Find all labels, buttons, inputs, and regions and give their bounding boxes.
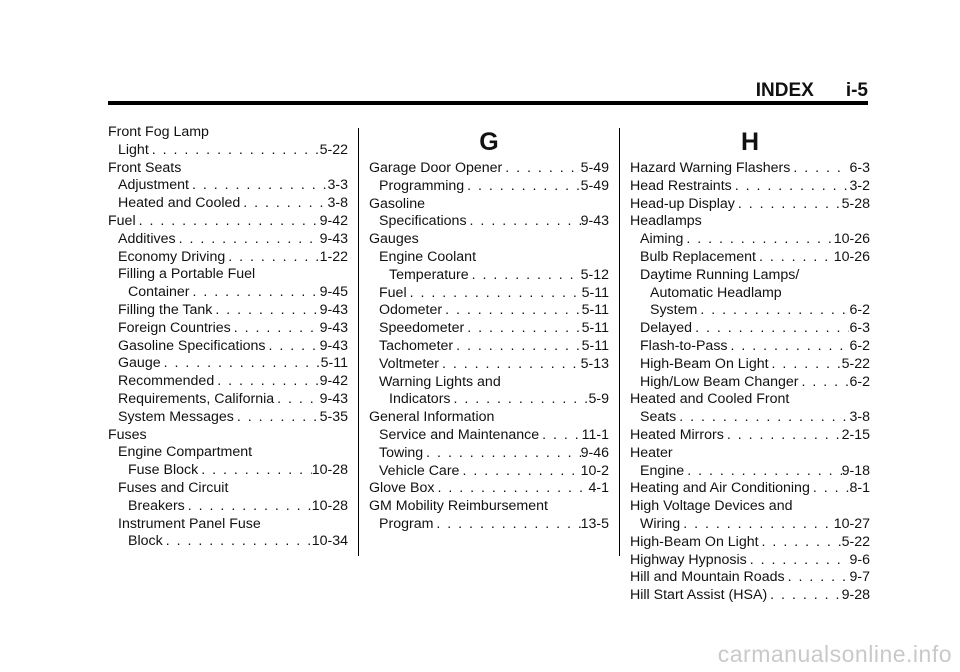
dot-leader [767,587,841,605]
index-entry [108,498,348,516]
dot-leader [265,338,319,356]
entry-term: Recommended [118,373,215,390]
index-entry [108,142,348,160]
index-entry [630,374,870,392]
dot-leader [225,249,319,267]
index-entry [630,534,870,552]
dot-leader [274,391,319,409]
dot-leader [161,355,321,373]
dot-leader [198,462,312,480]
entry-term: System Messages [118,408,234,425]
entry-page-ref: 3-2 [849,177,870,194]
index-entry [369,516,609,534]
entry-page-ref: 6-2 [849,337,870,354]
entry-page-ref: 9-18 [841,462,870,479]
section-title: INDEX [755,80,814,101]
entry-term: Voltmeter [379,355,439,372]
index-entry [630,516,870,534]
entry-term: Heated Mirrors [630,426,724,443]
index-entry [369,302,609,320]
index-entry [630,569,870,587]
dot-leader [785,569,850,587]
entry-term: Head Restraints [630,177,732,194]
dot-leader [728,338,850,356]
index-entry [108,533,348,551]
index-entry [369,178,609,196]
entry-page-ref: 10-27 [833,515,870,532]
dot-leader [185,498,312,516]
entry-page-ref: 5-11 [581,320,609,337]
header-rule [108,101,868,105]
index-entry [630,480,870,498]
index-entry [108,355,348,373]
index-entry [108,213,348,231]
index-entry [630,160,870,178]
dot-leader [163,533,312,551]
page-number: i-5 [845,80,868,101]
dot-leader [189,177,328,195]
entry-page-ref: 5-28 [841,195,870,212]
dot-leader [735,196,842,214]
dot-leader [212,302,319,320]
index-entry [108,195,348,213]
entry-page-ref: 6-2 [849,373,870,390]
dot-leader [747,552,850,570]
entry-term: Light [118,141,149,158]
entry-page-ref: 5-13 [580,355,609,372]
entry-term: Program [379,515,434,532]
entry-term: Adjustment [118,177,189,194]
entry-page-ref: 4-1 [588,480,609,497]
entry-page-ref: 2-15 [841,426,870,443]
dot-leader [732,178,850,196]
entry-page-ref: 13-5 [580,515,609,532]
index-entry-heading: Fuses [108,426,147,443]
dot-leader [214,373,319,391]
entry-page-ref: 5-35 [319,408,348,425]
entry-page-ref: 6-3 [849,160,870,176]
entry-page-ref: 9-42 [319,373,348,390]
index-entry [369,463,609,481]
index-entry [108,320,348,338]
dot-leader [539,427,582,445]
index-entry-heading: Gauges [369,231,419,248]
entry-page-ref: 9-43 [319,230,348,247]
entry-term: Gauge [118,355,161,372]
dot-leader [790,160,849,178]
entry-page-ref: 9-45 [319,284,348,301]
index-entry-heading: Front Seats [108,159,182,176]
index-entry [108,177,348,195]
index-entry-heading: Engine Compartment [118,444,253,461]
entry-term: Vehicle Care [379,462,460,479]
entry-page-ref: 5-11 [581,302,609,319]
entry-term: Hill and Mountain Roads [630,569,785,586]
dot-leader [442,302,582,320]
index-entry [108,302,348,320]
entry-term: High/Low Beam Changer [640,373,799,390]
dot-leader [464,178,580,196]
entry-term: Tachometer [379,337,454,354]
entry-term: Service and Maintenance [379,426,540,443]
dot-leader [234,409,320,427]
entry-page-ref: 5-11 [320,355,348,372]
index-entry [630,320,870,338]
index-entry-heading: Engine Coolant [379,248,477,265]
index-letter-heading: H [740,128,760,156]
index-entry [108,373,348,391]
dot-leader [459,463,580,481]
dot-leader [176,231,320,249]
index-entry [108,231,348,249]
index-column-3 [630,124,870,605]
index-entry-heading: GM Mobility Reimbursement [369,498,548,515]
index-entry [369,213,609,231]
index-entry [369,391,609,409]
index-letter-heading: G [479,128,499,156]
index-entry-heading: High Voltage Devices and [630,498,793,515]
entry-page-ref: 9-7 [849,569,870,586]
index-entry [108,462,348,480]
dot-leader [190,284,320,302]
entry-term: Garage Door Opener [369,160,503,176]
index-entry [108,391,348,409]
entry-term: Specifications [379,213,467,230]
entry-term: System [650,302,698,319]
entry-page-ref: 5-22 [841,533,870,550]
entry-term: Temperature [389,266,469,283]
entry-term: Block [128,533,163,550]
dot-leader [799,374,850,392]
entry-page-ref: 9-46 [580,444,609,461]
index-entry-heading: Warning Lights and [379,373,501,390]
index-entry [630,427,870,445]
index-entry-heading: Heated and Cooled Front [630,391,790,408]
dot-leader [464,320,581,338]
entry-term: Heated and Cooled [118,195,241,212]
index-entry-heading: Automatic Headlamp [650,284,782,301]
entry-term: High-Beam On Light [630,533,759,550]
entry-term: Breakers [128,497,185,514]
dot-leader [469,267,581,285]
entry-term: Hazard Warning Flashers [630,160,791,176]
entry-term: Economy Driving [118,248,226,265]
index-entry [630,338,870,356]
index-entry [630,231,870,249]
index-entry [369,285,609,303]
entry-term: Delayed [640,320,693,337]
entry-page-ref: 8-1 [849,480,870,497]
entry-page-ref: 5-49 [580,160,609,176]
index-entry [630,196,870,214]
entry-term: Glove Box [369,480,435,497]
index-entry [630,178,870,196]
entry-page-ref: 9-43 [319,337,348,354]
dot-leader [136,213,320,231]
entry-term: Additives [118,230,176,247]
entry-term: Fuse Block [128,462,199,479]
dot-leader [680,516,834,534]
dot-leader [683,231,833,249]
entry-term: Bulb Replacement [640,248,756,265]
index-entry-heading: Gasoline [369,195,425,212]
entry-page-ref: 6-3 [849,320,870,337]
dot-leader [453,338,582,356]
index-entry-heading: Daytime Running Lamps/ [640,266,800,283]
index-entry [369,445,609,463]
entry-page-ref: 5-9 [588,391,609,408]
entry-term: Flash-to-Pass [640,337,728,354]
entry-page-ref: 10-26 [833,248,870,265]
entry-page-ref: 9-43 [319,301,348,318]
index-entry-heading: General Information [369,409,495,426]
index-entry [369,480,609,498]
index-entry [369,320,609,338]
dot-leader [692,320,849,338]
entry-term: Requirements, California [118,390,275,407]
dot-leader [467,213,581,231]
dot-leader [231,320,320,338]
entry-term: Indicators [389,391,451,408]
dot-leader [684,463,841,481]
entry-page-ref: 3-8 [327,195,348,212]
entry-page-ref: 9-43 [580,213,609,230]
entry-term: Gasoline Specifications [118,337,266,354]
entry-page-ref: 5-12 [580,266,609,283]
dot-leader [434,480,588,498]
index-entry [369,427,609,445]
index-entry [369,338,609,356]
entry-term: Seats [640,409,677,426]
index-entry [108,284,348,302]
index-entry [369,160,609,178]
entry-page-ref: 5-22 [319,141,348,158]
index-column-1 [108,124,348,551]
index-entry [630,356,870,374]
entry-term: Fuel [108,212,136,229]
page-header [108,80,868,102]
entry-term: Fuel [379,284,407,301]
dot-leader [756,249,834,267]
entry-term: Highway Hypnosis [630,551,747,568]
entry-page-ref: 9-43 [319,319,348,336]
entry-page-ref: 10-28 [311,497,348,514]
index-entry-heading: Headlamps [630,213,702,230]
entry-page-ref: 11-1 [581,426,609,443]
dot-leader [433,516,580,534]
entry-page-ref: 10-26 [833,231,870,248]
index-entry [369,356,609,374]
index-entry [630,463,870,481]
dot-leader [810,480,850,498]
dot-leader [407,285,582,303]
index-column-2 [369,124,609,534]
entry-page-ref: 5-49 [580,177,609,194]
entry-page-ref: 10-28 [311,462,348,479]
index-entry [630,409,870,427]
entry-term: Aiming [640,231,684,248]
entry-term: Engine [640,462,685,479]
entry-term: High-Beam On Light [640,355,769,372]
index-entry-heading: Filling a Portable Fuel [118,266,256,283]
column-divider [358,128,359,556]
entry-term: Filling the Tank [118,301,213,318]
entry-page-ref: 5-11 [581,284,609,301]
index-entry-heading: Heater [630,444,673,461]
index-entry-heading: Front Fog Lamp [108,124,209,140]
index-entry [630,552,870,570]
dot-leader [240,195,327,213]
index-entry-heading: Fuses and Circuit [118,479,229,496]
entry-page-ref: 9-43 [319,390,348,407]
dot-leader [149,142,320,160]
index-entry [108,338,348,356]
index-entry [630,302,870,320]
entry-page-ref: 9-6 [849,551,870,568]
entry-term: Head-up Display [630,195,735,212]
entry-term: Odometer [379,302,443,319]
watermark: carmanualsonline.info [717,641,952,667]
column-divider [619,128,620,556]
index-entry-heading: Instrument Panel Fuse [118,515,261,532]
index-entry [108,249,348,267]
entry-term: Speedometer [379,320,465,337]
entry-page-ref: 9-42 [319,212,348,229]
dot-leader [451,391,589,409]
entry-page-ref: 5-11 [581,337,609,354]
dot-leader [724,427,842,445]
entry-page-ref: 10-2 [580,462,609,479]
dot-leader [423,445,580,463]
index-entry [108,409,348,427]
index-entry [630,587,870,605]
entry-page-ref: 3-3 [327,177,348,194]
entry-term: Wiring [640,515,681,532]
entry-term: Hill Start Assist (HSA) [630,587,768,604]
entry-page-ref: 5-22 [841,355,870,372]
dot-leader [697,302,849,320]
index-entry [369,267,609,285]
entry-page-ref: 1-22 [319,248,348,265]
entry-term: Heating and Air Conditioning [630,480,810,497]
entry-term: Towing [379,444,424,461]
entry-page-ref: 6-2 [849,302,870,319]
entry-term: Foreign Countries [118,319,231,336]
entry-term: Container [128,284,190,301]
entry-term: Programming [379,177,465,194]
entry-page-ref: 9-28 [841,587,870,604]
entry-page-ref: 10-34 [311,533,348,550]
dot-leader [769,356,842,374]
dot-leader [676,409,849,427]
dot-leader [502,160,580,178]
index-entry [630,249,870,267]
entry-page-ref: 3-8 [849,409,870,426]
dot-leader [439,356,581,374]
dot-leader [759,534,842,552]
